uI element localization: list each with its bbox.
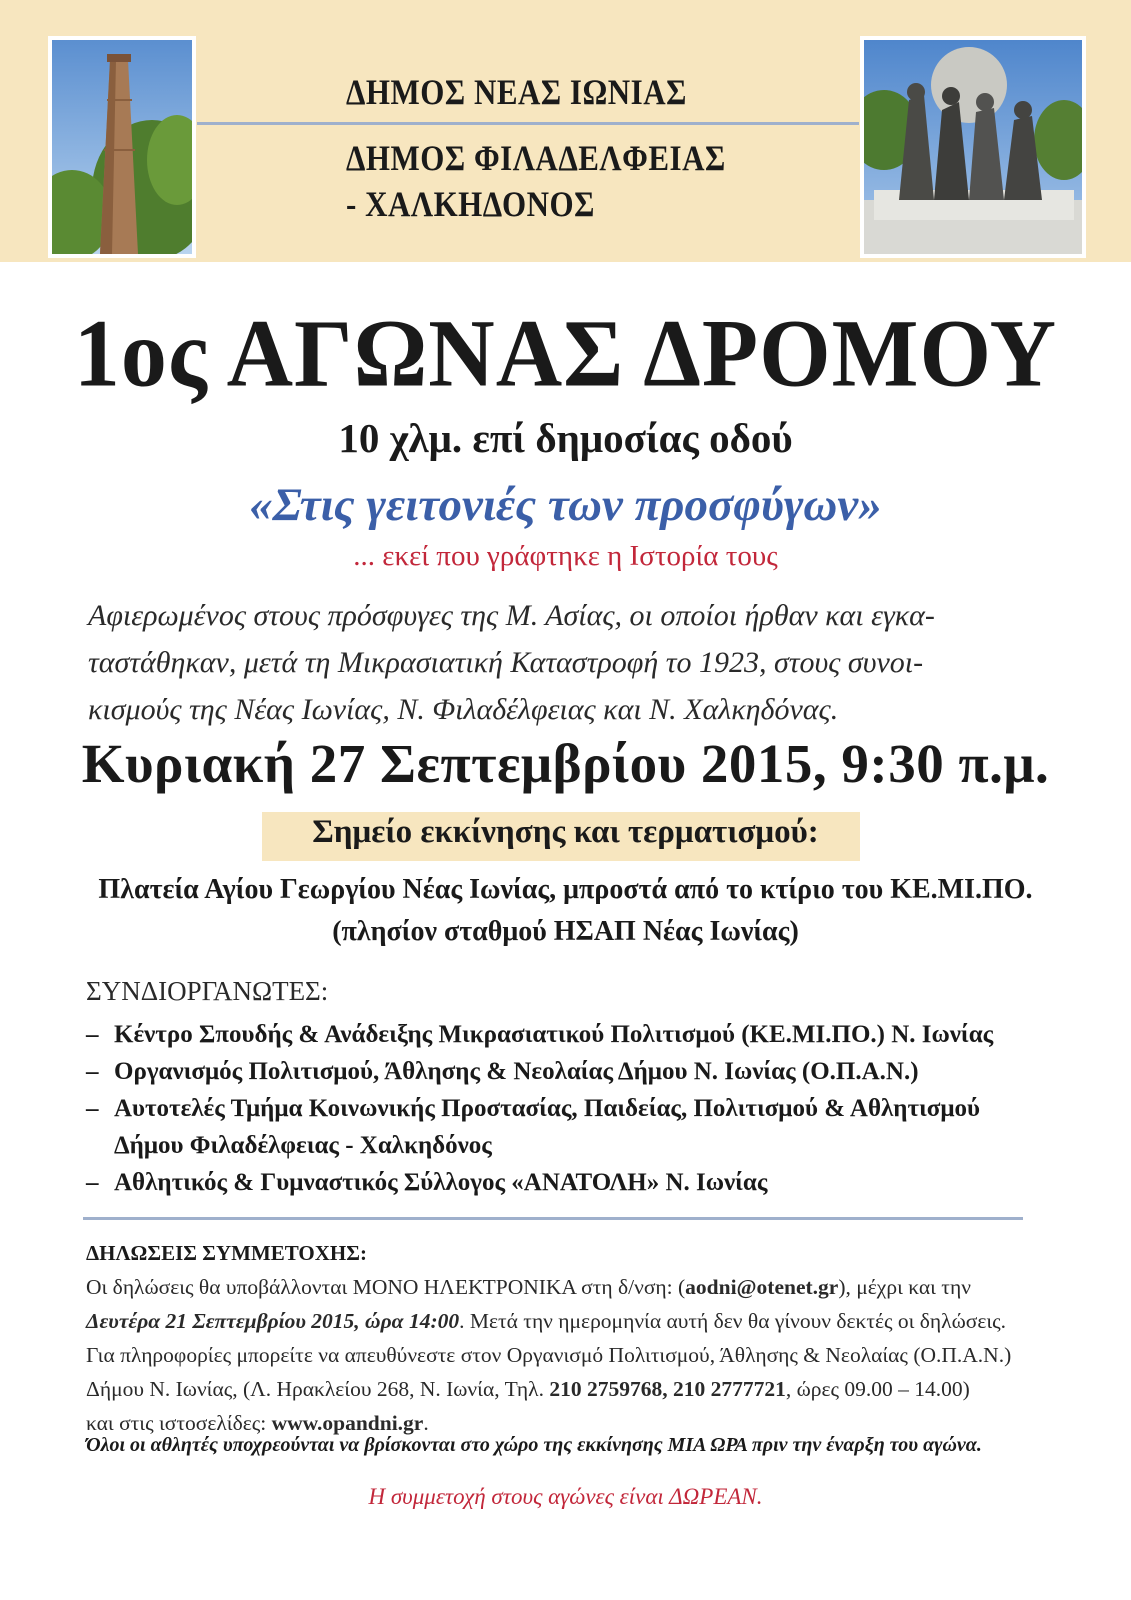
list-item: [86, 1090, 1046, 1164]
event-date: Κυριακή 27 Σεπτεμβρίου 2015, 9:30 π.μ.: [81, 733, 1050, 794]
registration-body: [86, 1270, 1030, 1440]
coorganizers-list: [86, 1016, 1046, 1201]
registration-text: ), μέχρι και την: [838, 1275, 971, 1299]
dash-bullet: –: [86, 1021, 99, 1048]
registration-text: και στις ιστοσελίδες:: [86, 1411, 272, 1435]
dedication-line: Αφιερωμένος στους πρόσφυγες της Μ. Ασίας, οι οποίοι ήρθαν και εγκα-: [88, 599, 935, 632]
monument-photo: [860, 36, 1086, 258]
municipality-filadelfeia: ΔΗΜΟΣ ΦΙΛΑΔΕΛΦΕΙΑΣ: [346, 138, 726, 179]
event-motto: «Στις γειτονιές των προσφύγων»: [249, 479, 882, 531]
dash-bullet: –: [86, 1169, 99, 1196]
registration-deadline: Δευτέρα 21 Σεπτεμβρίου 2015, ώρα 14:00: [86, 1309, 460, 1333]
header-divider: [197, 122, 859, 125]
list-item: [86, 1053, 1046, 1090]
venue-line: Πλατεία Αγίου Γεωργίου Νέας Ιωνίας, μπροστά από το κτίριο του ΚΕ.ΜΙ.ΠΟ.: [98, 874, 1033, 905]
phone-numbers: 210 2759768, 210 2777721: [549, 1377, 786, 1401]
coorganizer-name: Κέντρο Σπουδής & Ανάδειξης Μικρασιατικού Πολιτισμού (ΚΕ.ΜΙ.ΠΟ.) Ν. Ιωνίας: [114, 1021, 994, 1048]
registration-line: [86, 1304, 1030, 1338]
event-subtitle: 10 χλμ. επί δημοσίας οδού: [338, 415, 793, 461]
registration-text: . Μετά την ημερομηνία αυτή δεν θα γίνουν δεκτές οι δηλώσεις.: [459, 1309, 1007, 1333]
event-motto-sub: ... εκεί που γράφτηκε η Ιστορία τους: [353, 540, 778, 572]
dash-bullet: –: [86, 1058, 99, 1085]
dash-bullet: –: [86, 1095, 99, 1122]
registration-line: Για πληροφορίες μπορείτε να απευθύνεστε στον Οργανισμό Πολιτισμού, Άθλησης & Νεολαίας (Ο.Π.Α.Ν.): [86, 1343, 1012, 1367]
event-title: 1ος ΑΓΩΝΑΣ ΔΡΟΜΟΥ: [73, 299, 1058, 407]
dedication-text: [88, 592, 1046, 733]
registration-line: [86, 1270, 1030, 1304]
section-divider: [83, 1217, 1023, 1220]
venue-note: (πλησίον σταθμού ΗΣΑΠ Νέας Ιωνίας): [332, 916, 799, 947]
coorganizer-name: Αυτοτελές Τμήμα Κοινωνικής Προστασίας, Παιδείας, Πολιτισμού & Αθλητισμού Δήμου Φιλαδέλφειας - Χαλκηδόνος: [114, 1095, 981, 1159]
municipality-chalkidona: - ΧΑΛΚΗΔΟΝΟΣ: [346, 184, 595, 225]
chimney-photo: [48, 36, 196, 258]
registration-text: Δήμου Ν. Ιωνίας, (Λ. Ηρακλείου 268, Ν. Ιωνία, Τηλ.: [86, 1377, 550, 1401]
registration-text: Οι δηλώσεις θα υποβάλλονται ΜΟΝΟ ΗΛΕΚΤΡΟΝΙΚΑ στη δ/νση: (: [86, 1275, 686, 1299]
website-address: www.opandni.gr: [271, 1411, 424, 1435]
dedication-line: κισμούς της Νέας Ιωνίας, Ν. Φιλαδέλφειας και Ν. Χαλκηδόνας.: [88, 693, 839, 726]
registration-text: , ώρες 09.00 – 14.00): [785, 1377, 970, 1401]
list-item: [86, 1016, 1046, 1053]
registration-heading: ΔΗΛΩΣΕΙΣ ΣΥΜΜΕΤΟΧΗΣ:: [86, 1241, 367, 1265]
registration-text: .: [423, 1411, 429, 1435]
municipality-nea-ionia: ΔΗΜΟΣ ΝΕΑΣ ΙΩΝΙΑΣ: [346, 72, 687, 113]
list-item: [86, 1164, 1046, 1201]
email-address: aodni@otenet.gr: [685, 1275, 839, 1299]
coorganizer-name: Αθλητικός & Γυμναστικός Σύλλογος «ΑΝΑΤΟΛΗ» Ν. Ιωνίας: [114, 1169, 768, 1196]
coorganizers-label: ΣΥΝΔΙΟΡΓΑΝΩΤΕΣ:: [86, 976, 329, 1006]
free-participation-note: Η συμμετοχή στους αγώνες είναι ΔΩΡΕΑΝ.: [368, 1484, 763, 1509]
coorganizer-name: Οργανισμός Πολιτισμού, Άθλησης & Νεολαίας Δήμου Ν. Ιωνίας (Ο.Π.Α.Ν.): [114, 1058, 919, 1085]
registration-line: [86, 1372, 1030, 1406]
dedication-line: ταστάθηκαν, μετά τη Μικρασιατική Καταστροφή το 1923, στους συνοι-: [88, 646, 924, 679]
arrival-notice: Όλοι οι αθλητές υποχρεούνται να βρίσκονται στο χώρο της εκκίνησης ΜΙΑ ΩΡΑ πριν την έναρξη του αγώνα.: [86, 1434, 982, 1456]
start-finish-label: Σημείο εκκίνησης και τερματισμού:: [312, 814, 819, 850]
